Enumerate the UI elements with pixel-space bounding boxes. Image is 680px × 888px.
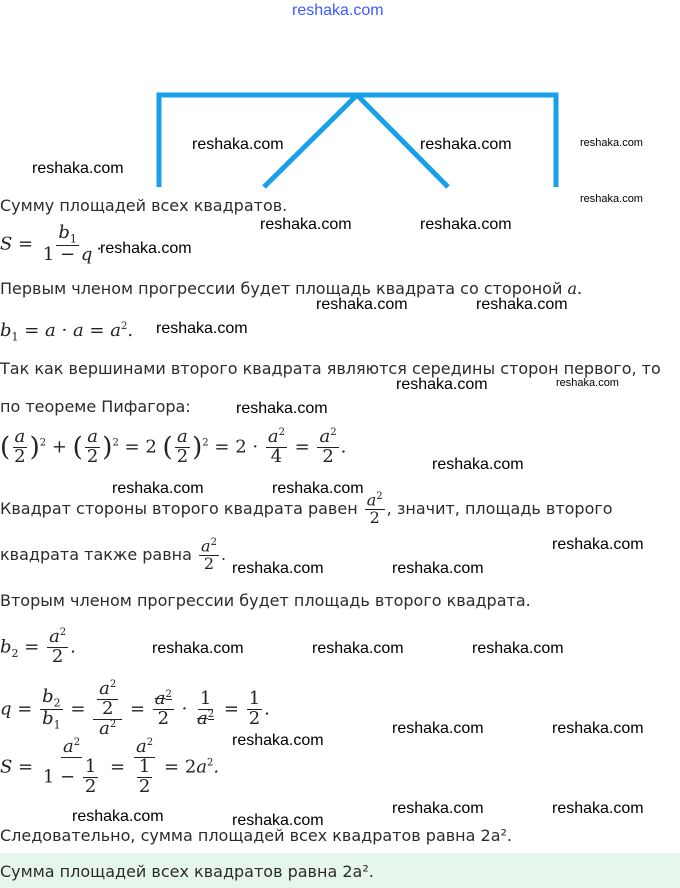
- formula-b2: $b_2$ = $\frac{a^2}{2}$ .: [0, 626, 76, 667]
- watermark: reshaka.com: [112, 480, 204, 497]
- watermark: reshaka.com: [156, 320, 248, 337]
- side2-line: Квадрат стороны второго квадрата равен $\frac{a^2}{2}$ , значит, площадь второго: [0, 490, 613, 528]
- watermark: reshaka.com: [420, 216, 512, 233]
- formula-q: q = $\frac{b_2}{b_1}$ = $\frac{\frac{a^2}{2}}{a^2}$ = $\frac{a^2}{2}$ · $\frac{1}{a^2}$ = $\frac{1}{2}$ .: [0, 678, 270, 739]
- watermark: reshaka.com: [432, 456, 524, 473]
- second-term-text: Вторым членом прогрессии будет площадь второго квадрата.: [0, 591, 531, 610]
- watermark: reshaka.com: [396, 376, 488, 393]
- watermark: reshaka.com: [152, 640, 244, 657]
- watermark: reshaka.com: [476, 296, 568, 313]
- conclusion-text: Следовательно, сумма площадей всех квадратов равна 2a².: [0, 826, 513, 845]
- watermark: reshaka.com: [272, 480, 364, 497]
- formula-s: S = $a^2$ 1 − $\frac{1}{2}$ = $\frac{a^2}{\frac{1}{2}}$ = $2a^2$.: [0, 736, 220, 797]
- watermark: reshaka.com: [100, 240, 192, 257]
- side2-text-a: Квадрат стороны второго квадрата равен: [0, 498, 358, 518]
- watermark: reshaka.com: [232, 560, 324, 577]
- first-term-var: a.: [567, 279, 583, 298]
- first-term-text: Первым членом прогрессии будет площадь квадрата со стороной: [0, 279, 563, 298]
- watermark: reshaka.com: [260, 216, 352, 233]
- watermark: reshaka.com: [232, 812, 324, 829]
- watermark: reshaka.com: [312, 640, 404, 657]
- watermark: reshaka.com: [72, 808, 164, 825]
- formula-pythagoras: ( $\frac{a}{2}$ )$^2$ + ( $\frac{a}{2}$ )$^2$ = 2 ( $\frac{a}{2}$ )$^2$ = 2 · $\frac{a^2}{4}$ = $\frac{a^2}{2}$ .: [0, 426, 347, 467]
- watermark: reshaka.com: [236, 400, 328, 417]
- watermark: reshaka.com: [392, 560, 484, 577]
- watermark: reshaka.com: [316, 296, 408, 313]
- watermark: reshaka.com: [192, 136, 284, 153]
- area2-text: квадрата также равна: [0, 544, 192, 564]
- side2-text-b: , значит, площадь второго: [386, 498, 613, 518]
- vertices-text-1: Так как вершинами второго квадрата являются середины сторон первого, то: [0, 359, 661, 378]
- vertices-text-2: по теореме Пифагора:: [0, 397, 191, 416]
- watermark: reshaka.com: [556, 377, 619, 389]
- site-link[interactable]: reshaka.com: [292, 2, 384, 19]
- watermark: reshaka.com: [232, 732, 324, 749]
- watermark: reshaka.com: [580, 137, 643, 149]
- sum-intro-text: Сумму площадей всех квадратов.: [0, 196, 288, 215]
- watermark: reshaka.com: [472, 640, 564, 657]
- watermark: reshaka.com: [580, 193, 643, 205]
- watermark: reshaka.com: [32, 160, 124, 177]
- answer-box: [0, 853, 680, 888]
- watermark: reshaka.com: [392, 720, 484, 737]
- watermark: reshaka.com: [420, 136, 512, 153]
- first-term-line: [0, 279, 582, 298]
- area2-line: квадрата также равна $\frac{a^2}{2}$ .: [0, 536, 227, 574]
- formula-b1: $b_1 = a \cdot a = a^2$.: [0, 320, 134, 344]
- watermark: reshaka.com: [552, 720, 644, 737]
- watermark: reshaka.com: [552, 536, 644, 553]
- watermark: reshaka.com: [552, 800, 644, 817]
- watermark: reshaka.com: [392, 800, 484, 817]
- answer-text: Сумма площадей всех квадратов равна 2a².: [0, 862, 374, 881]
- formula-sum: S = $\frac{b_1}{1 - q}$ .: [0, 222, 103, 266]
